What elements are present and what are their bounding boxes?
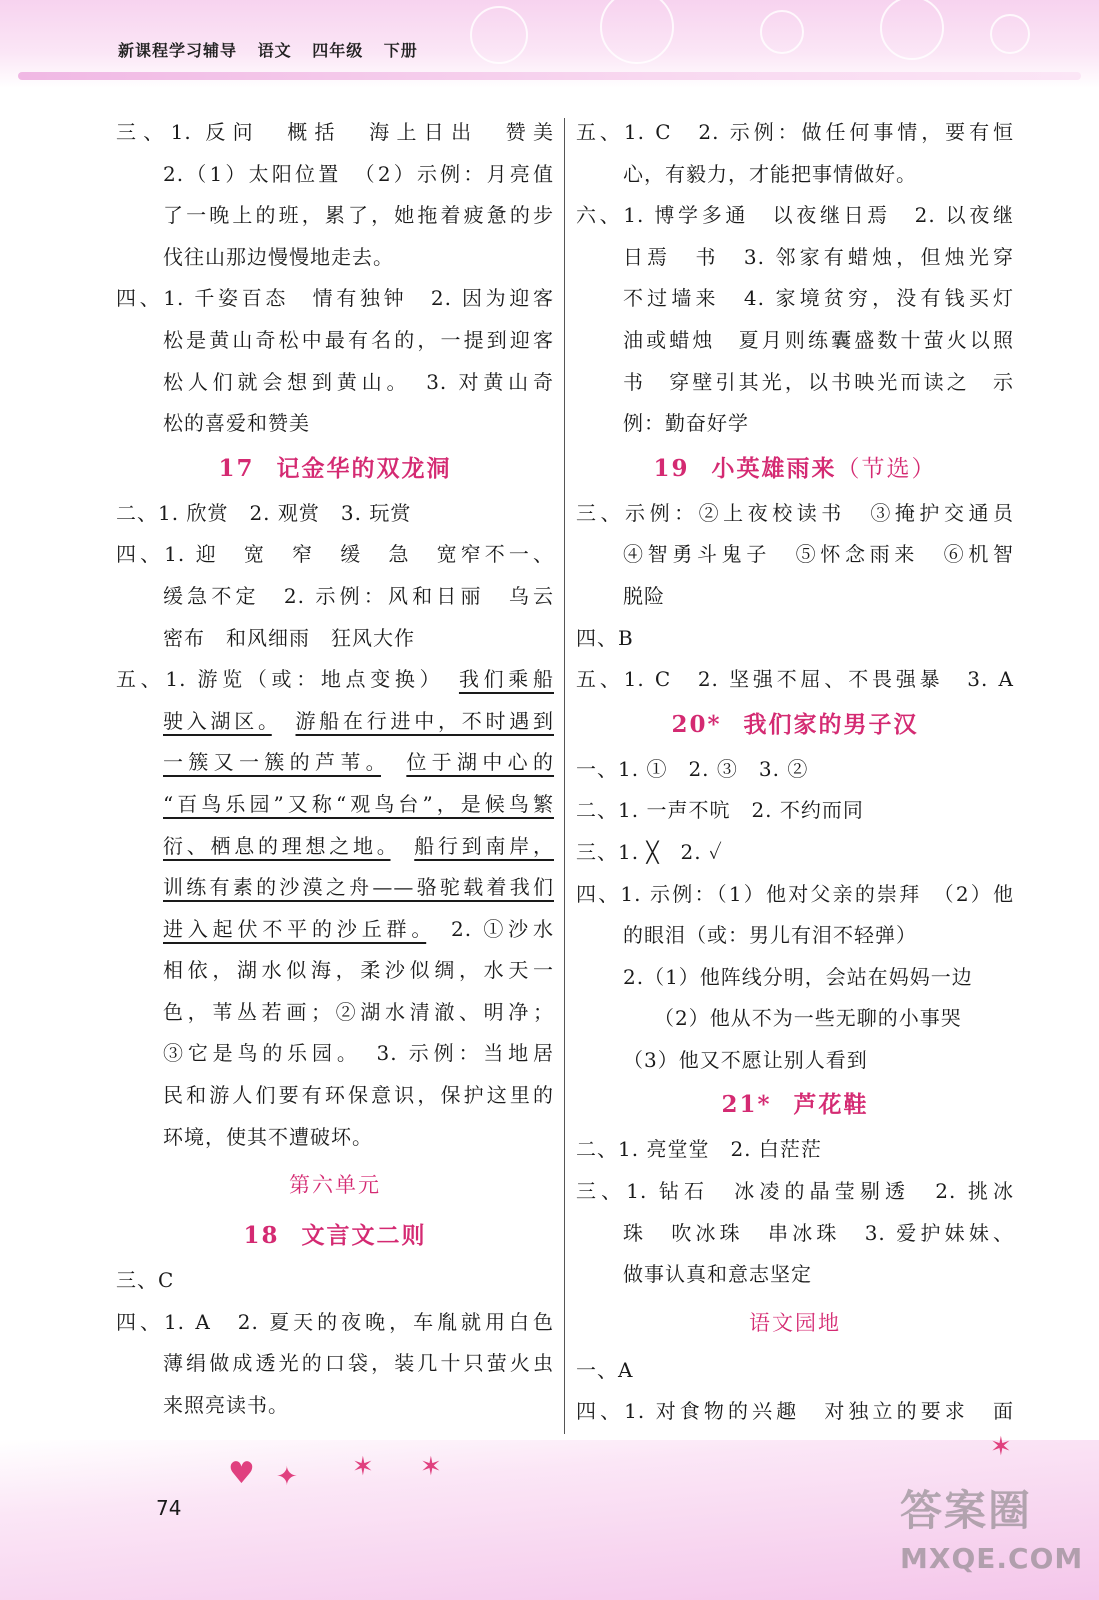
answer-line: 环境，使其不遭破坏。 [163,1124,373,1149]
lesson-title: 记金华的双龙洞 [276,454,452,482]
answer-line: 三、1. 反问 概括 海上日出 赞美 [116,120,554,144]
answer-line: 松人们就会想到黄山。 3. 对黄山奇 [163,369,554,394]
answer-text: 2. ①沙水 [426,916,554,941]
underlined-text: 衍、栖息的理想之地。 [163,833,391,858]
underlined-text: 一簇又一簇的芦苇。 [163,750,381,775]
lesson-heading-19 [576,445,1014,493]
answer-line [116,701,554,743]
answer-line: 珠 吹冰珠 串冰珠 3. 爱护妹妹、 [623,1220,1014,1245]
decor-bubble [880,0,944,60]
answer-line: 了一晚上的班，累了，她拖着疲惫的步 [163,203,554,228]
answer-text [381,750,406,774]
decor-bubble [600,0,674,64]
lesson-heading-21 [576,1081,1014,1129]
answer-line: 相依，湖水似海，柔沙似绸，水天一 [163,958,554,983]
series-name: 新课程学习辅导 [118,41,238,60]
page-header [0,0,1099,88]
answer-line: 三、1. ╳ 2. ✓ [576,839,723,864]
column-divider [564,118,565,1434]
lesson-title: 我们家的男子汉 [743,710,919,738]
volume-name: 下册 [383,41,418,60]
underlined-text: 进入起伏不平的沙丘群。 [163,916,427,941]
answer-line: 四、1. 示例：（1）他对父亲的崇拜 （2）他 [576,881,1014,906]
answer-line: 五、1. C 2. 示例：做任何事情，要有恒 [576,120,1014,144]
underlined-text: 位于湖中心的 [406,750,555,775]
answer-line: 四、1. 对食物的兴趣 对独立的要求 面 [576,1399,1014,1424]
answer-line: 例：勤奋好学 [623,411,749,436]
answer-line: 2.（1）他阵线分明，会站在妈妈一边 [623,964,973,989]
lesson-number: 21* [721,1091,772,1119]
answer-line: 日焉 书 3. 邻家有蜡烛，但烛光穿 [623,244,1014,269]
answer-line: 三、C [116,1268,175,1293]
answer-line: （2）他从不为一些无聊的小事哭 [654,1006,962,1031]
answer-line: 民和游人们要有环保意识，保护这里的 [163,1083,554,1108]
lesson-heading-17 [116,445,554,493]
answer-line: 油或蜡烛 夏月则练囊盛数十萤火以照 [623,327,1014,352]
subject-name: 语文 [257,41,292,60]
answer-line: 二、1. 欣赏 2. 观赏 3. 玩赏 [116,500,412,525]
answer-line: ③它是鸟的乐园。 3. 示例：当地居 [163,1041,554,1066]
answer-line: （3）他又不愿让别人看到 [623,1047,868,1072]
answer-line: 一、1. ① 2. ③ 3. ② [576,756,809,781]
star-icon: ✶ [420,1452,442,1482]
answer-line: 四、B [576,625,634,650]
answer-line: 薄绢做成透光的口袋，装几十只萤火虫 [163,1351,554,1376]
answer-line: 做事认真和意志坚定 [623,1262,812,1287]
answer-line: 来照亮读书。 [163,1393,289,1418]
answer-line: 四、1. A 2. 夏天的夜晚，车胤就用白色 [116,1309,554,1334]
watermark-url: MXQE.COM [900,1542,1084,1575]
underlined-text: 训练有素的沙漠之舟——骆驼载着我们 [163,875,554,900]
answer-line [116,742,554,784]
decor-bubble [990,14,1030,54]
answer-line: 2.（1）太阳位置 （2）示例：月亮值 [163,161,554,186]
watermark-logo: 答案圈 [900,1486,1033,1535]
answer-line: ④智勇斗鬼子 ⑤怀念雨来 ⑥机智 [623,542,1014,567]
answer-line: 的眼泪（或：男儿有泪不轻弹） [623,923,917,948]
answer-line: 脱险 [623,583,665,608]
answer-text [391,834,415,858]
lesson-heading-18 [116,1212,554,1260]
answer-line: 伐往山那边慢慢地走去。 [163,244,394,269]
star-icon: ✶ [352,1452,374,1482]
answer-line: 书 穿壁引其光，以书映光而读之 示 [623,369,1014,394]
header-bar [18,72,1081,80]
decor-bubble [470,6,528,64]
answer-line: 一、A [576,1357,634,1382]
lesson-number: 17 [218,454,255,482]
page-number: 74 [156,1496,182,1520]
answer-text: 五、1. 游览（或：地点变换） [116,667,459,692]
grade-name: 四年级 [312,41,364,60]
answer-line [116,659,554,701]
lesson-title: 文言文二则 [301,1222,427,1250]
lesson-number: 18 [243,1222,280,1250]
lesson-title: 芦花鞋 [793,1091,869,1119]
decor-bubble [760,10,804,54]
underlined-text: 我们乘船 [458,667,554,692]
star-icon: ✦ [276,1462,298,1492]
answer-line [116,909,554,951]
underlined-text: “百鸟乐园”又称“观鸟台”，是候鸟繁 [163,791,554,816]
answer-line [116,784,554,826]
underlined-text: 游船在行进中，不时遇到 [295,708,554,733]
answer-line: 松的喜爱和赞美 [163,411,310,436]
watermark [900,1478,1084,1594]
left-column [116,112,554,1427]
answer-line [116,826,554,868]
answer-line: 三、1. 钻石 冰凌的晶莹剔透 2. 挑冰 [576,1179,1014,1204]
lesson-number: 19 [653,454,690,482]
answer-line: 色，苇丛若画；②湖水清澈、明净； [163,999,554,1024]
answer-line: 六、1. 博学多通 以夜继日焉 2. 以夜继 [576,203,1014,228]
answer-line: 二、1. 一声不吭 2. 不约而同 [576,798,864,823]
lesson-subtitle: （节选） [836,455,937,482]
answer-line: 三、示例：②上夜校读书 ③掩护交通员 [576,500,1014,525]
lesson-title: 小英雄雨来 [711,454,837,482]
unit-heading: 第六单元 [289,1173,381,1198]
answer-line: 缓急不定 2. 示例：风和日丽 乌云 [163,583,554,608]
right-column [576,112,1014,1433]
answer-line: 松是黄山奇松中最有名的，一提到迎客 [163,327,554,352]
underlined-text: 驶入湖区。 [163,708,272,733]
answer-line: 五、1. C 2. 坚强不屈、不畏强暴 3. A [576,667,1014,692]
section-heading-garden: 语文园地 [749,1310,841,1335]
answer-line: 密布 和风细雨 狂风大作 [163,625,415,650]
answer-line: 四、1. 千姿百态 情有独钟 2. 因为迎客 [116,286,554,311]
answer-line: 二、1. 亮堂堂 2. 白茫茫 [576,1137,822,1162]
lesson-heading-20 [576,701,1014,749]
answer-line [116,867,554,909]
lesson-number: 20* [671,710,722,738]
answer-line: 心，有毅力，才能把事情做好。 [623,161,917,186]
underlined-text: 船行到南岸， [414,833,554,858]
answer-line: 四、1. 迎 宽 窄 缓 急 宽窄不一、 [116,542,554,567]
star-icon: ✶ [990,1432,1012,1462]
header-title [118,38,432,61]
answer-line: 不过墙来 4. 家境贫穷，没有钱买灯 [623,286,1014,311]
answer-text [272,709,296,733]
heart-icon: ♥ [228,1456,255,1491]
